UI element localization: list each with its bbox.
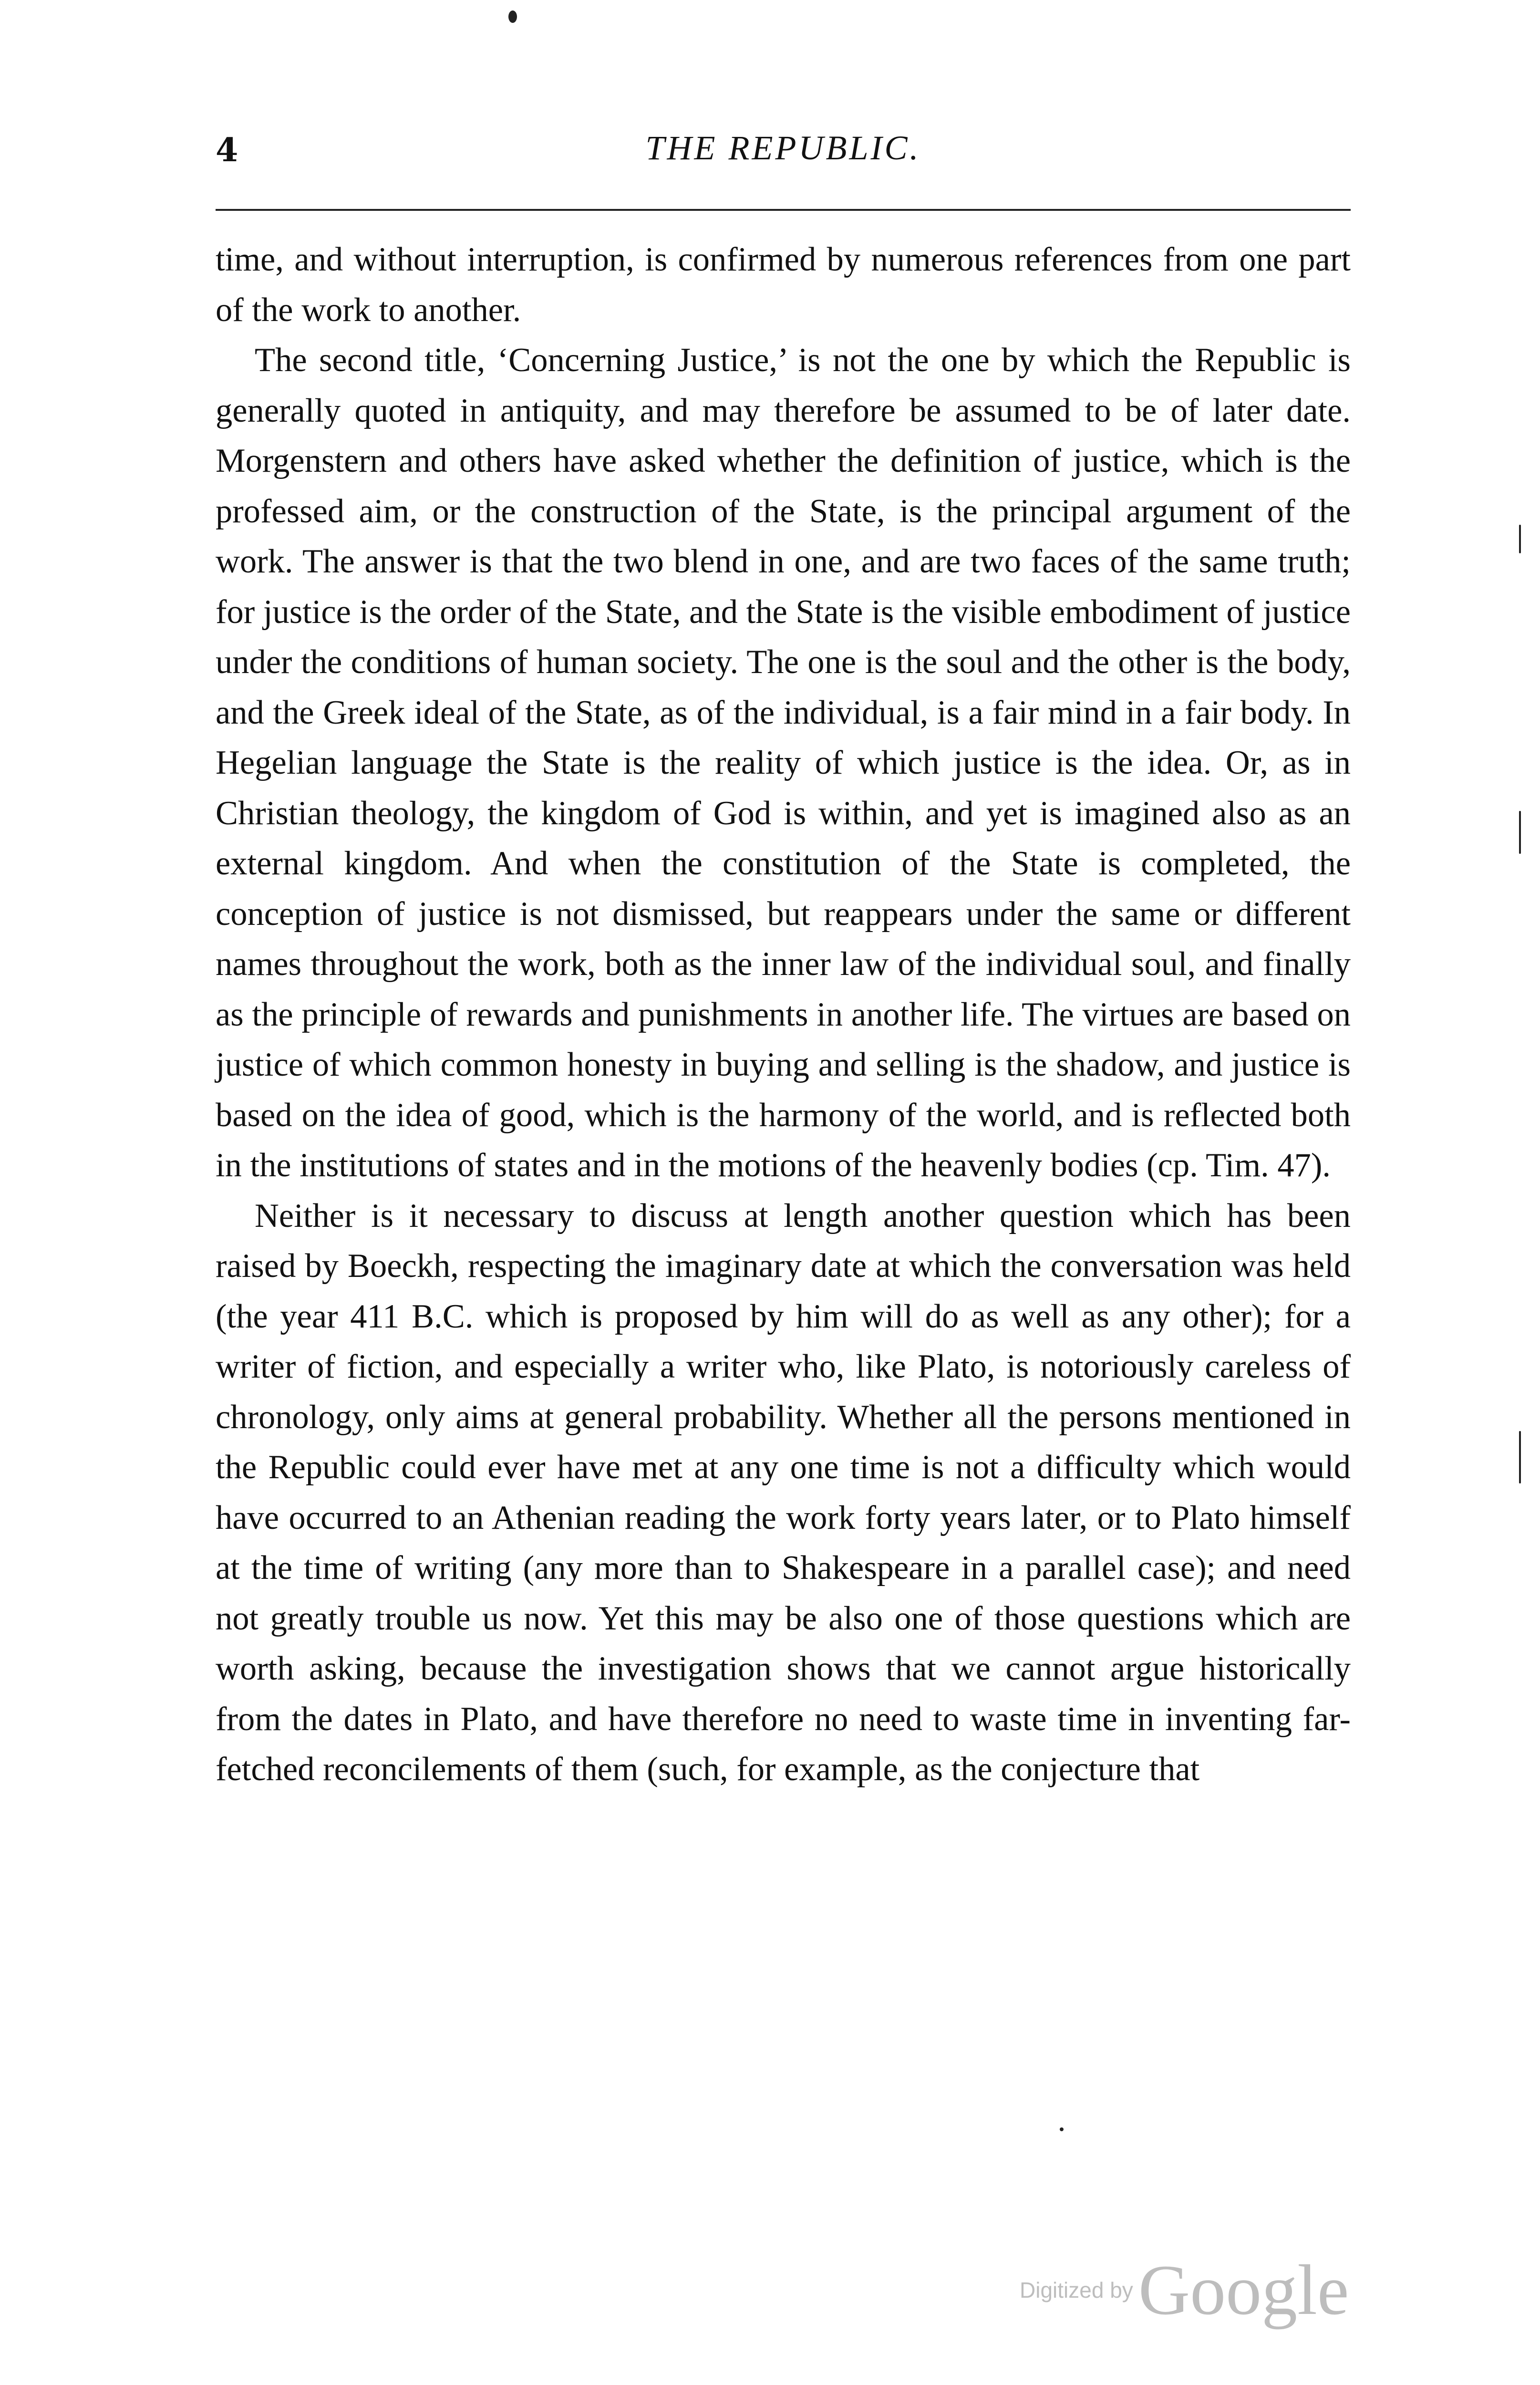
body-text [216, 235, 1351, 1795]
page-header [216, 122, 1351, 179]
scan-speck [508, 10, 517, 23]
scan-speck [1519, 811, 1521, 854]
google-logo: Google [1138, 2250, 1349, 2330]
scan-speck [1519, 525, 1521, 553]
running-title: THE REPUBLIC. [645, 129, 921, 167]
page-number: 4 [216, 131, 238, 169]
scan-speck [1519, 1431, 1521, 1483]
paragraph-continued: time, and without interruption, is confirmed by numerous references from one part of the work to another. [216, 241, 1351, 329]
paragraph-imaginary-date: Neither is it necessary to discuss at length another question which has been raised by Boeckh, respecting the imaginary date at which the conversation was held (the year 411 B.C. which is proposed by him will do as well as any other); for a writer of fiction, and especially a writer who, like Plato, is notoriously careless of chronology, only aims at general probability. Whether all the persons mentioned in the Republic could ever have met at any one time is not a difficulty which would have occurred to an Athenian reading the work forty years later, or to Plato himself at the time of writing (any more than to Shakespeare in a parallel case); and need not greatly trouble us now. Yet this may be also one of those questions which are worth asking, because the investigation shows that we cannot argue historically from the dates in Plato, and have therefore no need to waste time in inventing far-fetched reconcilements of them (such, for example, as the conjecture that [216, 1197, 1351, 1788]
scan-speck [1060, 2127, 1064, 2131]
paragraph-justice-title: The second title, ‘Concerning Justice,’ is not the one by which the Republic is generally quoted in antiquity, and may therefore be assumed to be of later date. Morgenstern and others have asked whether the definition of justice, which is the professed aim, or the construction of the State, is the principal argument of the work. The answer is that the two blend in one, and are two faces of the same truth; for justice is the order of the State, and the State is the visible embodiment of justice under the conditions of human society. The one is the soul and the other is the body, and the Greek ideal of the State, as of the individual, is a fair mind in a fair body. In Hegelian language the State is the reality of which justice is the idea. Or, as in Christian theology, the kingdom of God is within, and yet is imagined also as an external kingdom. And when the constitution of the State is completed, the conception of justice is not dismissed, but reappears under the same or different names throughout the work, both as the inner law of the individual soul, and finally as the principle of rewards and punishments in another life. The virtues are based on justice of which common honesty in buying and selling is the shadow, and justice is based on the idea of good, which is the harmony of the world, and is reflected both in the institutions of states and in the motions of the heavenly bodies (cp. Tim. 47). [216, 342, 1351, 1184]
watermark-prefix: Digitized by [1020, 2278, 1133, 2302]
digitized-by-google-watermark [1020, 2249, 1354, 2340]
header-rule [216, 209, 1351, 211]
